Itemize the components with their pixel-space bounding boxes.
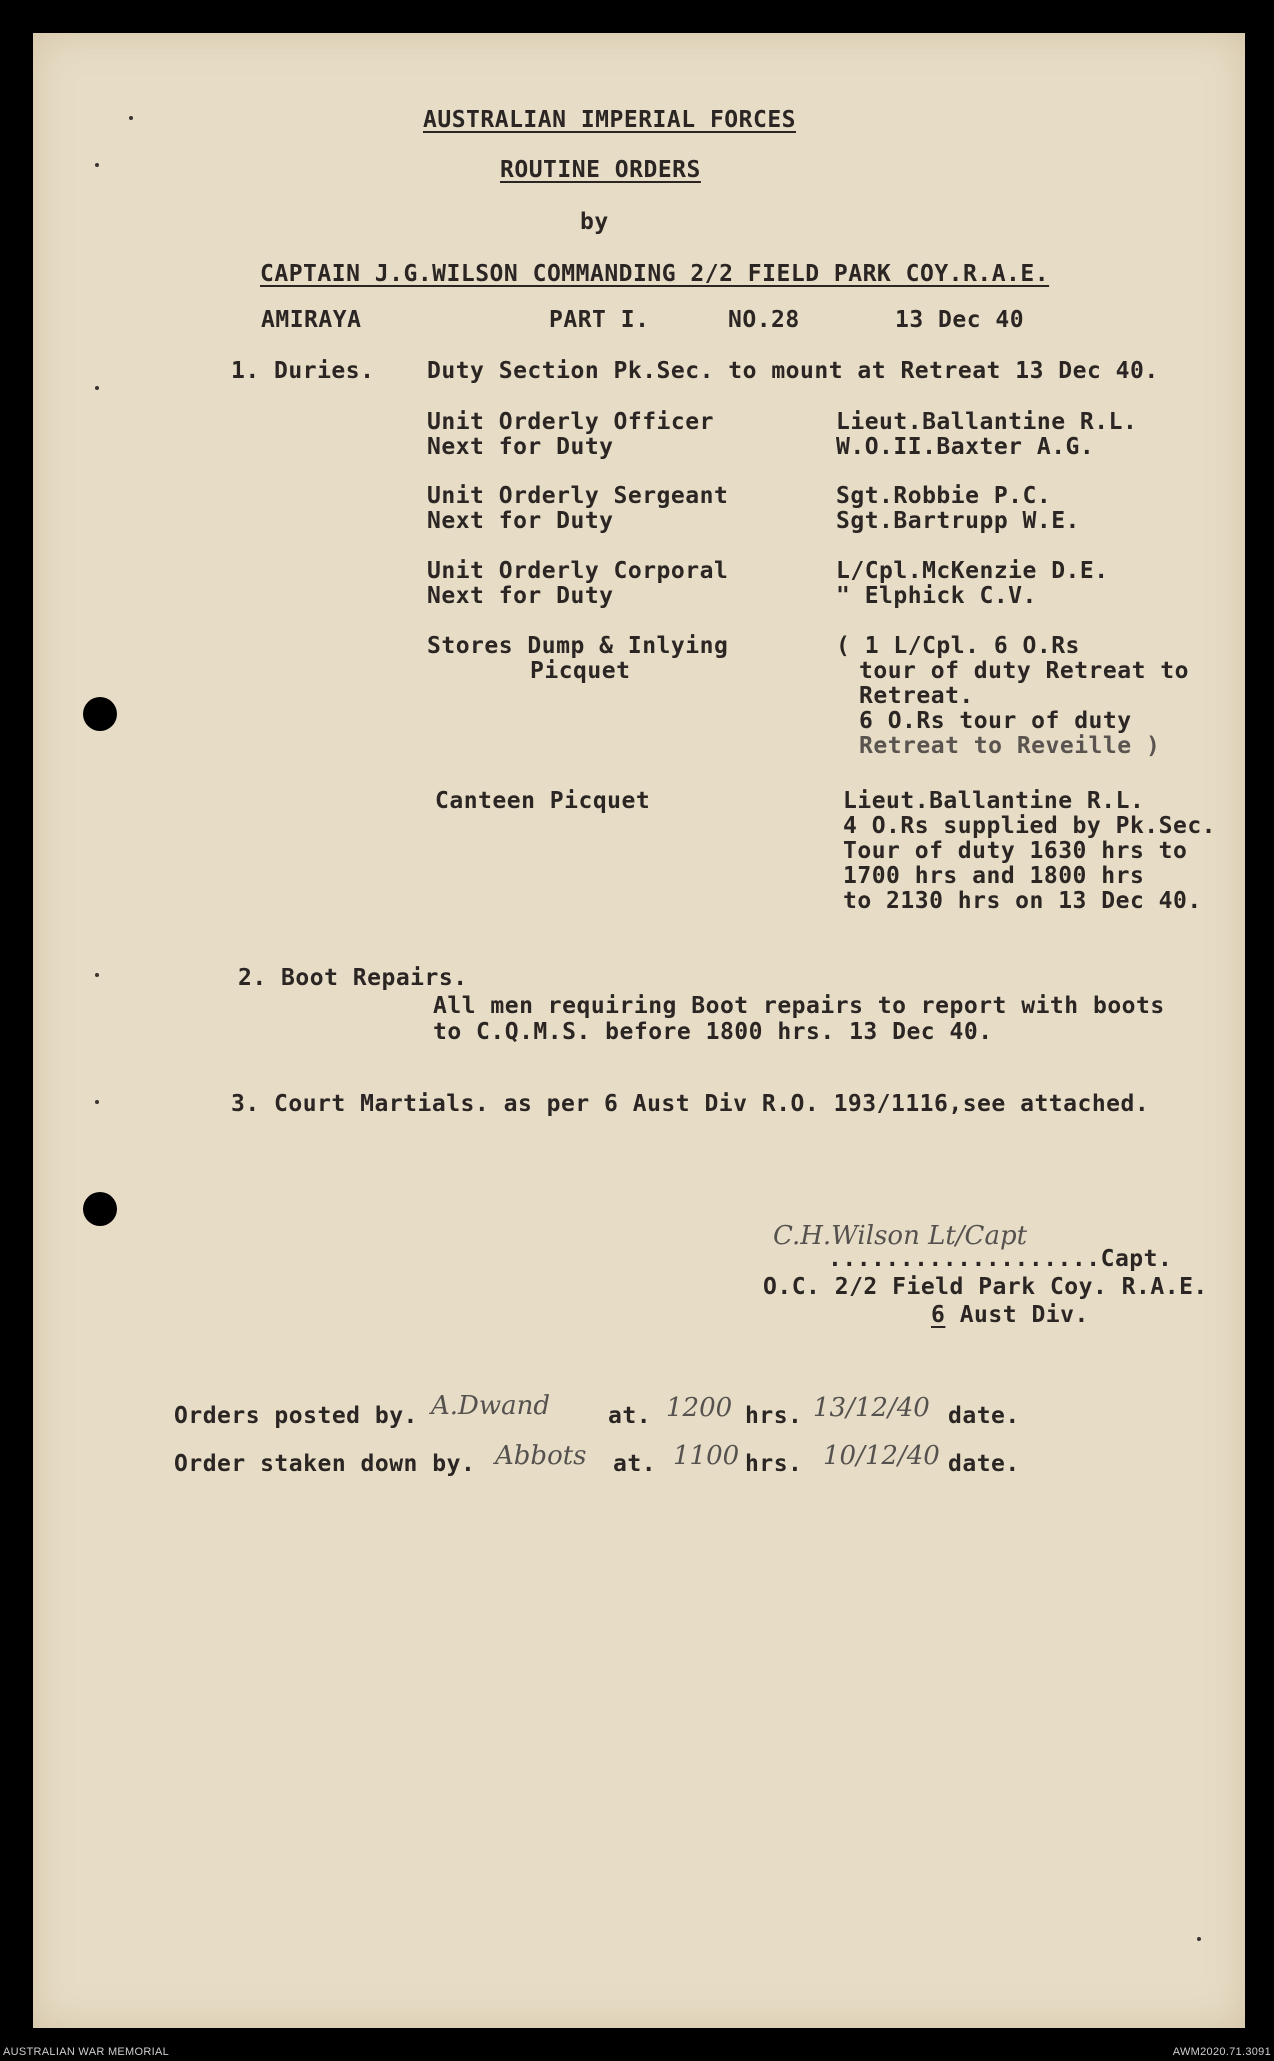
signature-line-div bbox=[931, 1304, 1089, 1327]
posted-hrs-label: hrs. bbox=[745, 1403, 803, 1429]
stores-picquet-line-3: Retreat. bbox=[859, 683, 974, 709]
orderly-sergeant-label: Unit Orderly Sergeant bbox=[427, 483, 729, 509]
stores-picquet-line-5: Retreat to Reveille ) bbox=[859, 733, 1161, 759]
taken-label: Order staken down by. bbox=[174, 1451, 476, 1477]
taken-time-handwritten: 1100 bbox=[673, 1441, 740, 1471]
stores-picquet-line-1: ( 1 L/Cpl. 6 O.Rs bbox=[836, 633, 1080, 659]
posted-at-label: at. bbox=[608, 1403, 652, 1429]
orderly-officer-next-name: W.O.II.Baxter A.G. bbox=[836, 434, 1095, 460]
posted-time-handwritten: 1200 bbox=[666, 1393, 733, 1423]
signature-line-capt: ...................Capt. bbox=[828, 1246, 1173, 1272]
paper-speck bbox=[95, 973, 99, 977]
signature-div-number: 6 bbox=[931, 1302, 946, 1328]
item3-text: 3. Court Martials. as per 6 Aust Div R.O. 193/1116,see attached. bbox=[231, 1091, 1150, 1117]
item2-line-1: All men requiring Boot repairs to report with boots bbox=[433, 993, 1165, 1019]
canteen-picquet-line-4: 1700 hrs and 1800 hrs bbox=[843, 863, 1145, 889]
orderly-officer-next-label: Next for Duty bbox=[427, 434, 614, 460]
stores-picquet-label-1: Stores Dump & Inlying bbox=[427, 633, 729, 659]
paper-speck bbox=[95, 386, 99, 390]
canteen-picquet-line-1: Lieut.Ballantine R.L. bbox=[843, 788, 1145, 814]
punch-hole-top bbox=[83, 697, 117, 731]
document-page bbox=[33, 33, 1245, 2028]
item2-line-2: to C.Q.M.S. before 1800 hrs. 13 Dec 40. bbox=[433, 1019, 993, 1045]
paper-speck bbox=[95, 1100, 99, 1104]
taken-date-label: date. bbox=[948, 1451, 1020, 1477]
item1-intro: Duty Section Pk.Sec. to mount at Retreat 13 Dec 40. bbox=[427, 358, 1159, 384]
handwritten-signature: C.H.Wilson Lt/Capt bbox=[773, 1221, 1028, 1251]
meta-part: PART I. bbox=[549, 307, 650, 333]
canteen-picquet-line-5: to 2130 hrs on 13 Dec 40. bbox=[843, 888, 1202, 914]
signature-div-name: Aust Div. bbox=[945, 1302, 1089, 1328]
meta-number: NO.28 bbox=[728, 307, 800, 333]
orderly-sergeant-next-label: Next for Duty bbox=[427, 508, 614, 534]
orderly-corporal-next-label: Next for Duty bbox=[427, 583, 614, 609]
meta-place: AMIRAYA bbox=[261, 307, 362, 333]
stores-picquet-line-4: 6 O.Rs tour of duty bbox=[859, 708, 1132, 734]
orderly-officer-label: Unit Orderly Officer bbox=[427, 409, 714, 435]
header-line-forces: AUSTRALIAN IMPERIAL FORCES bbox=[423, 107, 797, 133]
orderly-sergeant-name: Sgt.Robbie P.C. bbox=[836, 483, 1052, 509]
footer-accession: AWM2020.71.3091 bbox=[1172, 2046, 1271, 2058]
posted-date-handwritten: 13/12/40 bbox=[813, 1393, 930, 1423]
taken-by-handwritten: Abbots bbox=[495, 1441, 587, 1471]
stores-picquet-line-2: tour of duty Retreat to bbox=[859, 658, 1189, 684]
meta-date: 13 Dec 40 bbox=[895, 307, 1025, 333]
orderly-officer-name: Lieut.Ballantine R.L. bbox=[836, 409, 1138, 435]
taken-at-label: at. bbox=[613, 1451, 657, 1477]
footer-source: AUSTRALIAN WAR MEMORIAL bbox=[3, 2046, 170, 2058]
orderly-corporal-label: Unit Orderly Corporal bbox=[427, 558, 729, 584]
item1-heading: 1. Duries. bbox=[231, 358, 375, 384]
canteen-picquet-line-3: Tour of duty 1630 hrs to bbox=[843, 838, 1188, 864]
posted-by-handwritten: A.Dwand bbox=[431, 1391, 551, 1421]
signature-line-oc: O.C. 2/2 Field Park Coy. R.A.E. bbox=[763, 1274, 1208, 1300]
item2-heading: 2. Boot Repairs. bbox=[238, 965, 468, 991]
taken-date-handwritten: 10/12/40 bbox=[823, 1441, 940, 1471]
orderly-corporal-next-name: " Elphick C.V. bbox=[836, 583, 1037, 609]
header-line-by: by bbox=[580, 209, 609, 235]
punch-hole-bottom bbox=[83, 1192, 117, 1226]
taken-hrs-label: hrs. bbox=[745, 1451, 803, 1477]
header-line-routine-orders: ROUTINE ORDERS bbox=[500, 157, 701, 183]
canteen-picquet-line-2: 4 O.Rs supplied by Pk.Sec. bbox=[843, 813, 1217, 839]
paper-speck bbox=[1197, 1937, 1201, 1941]
posted-label: Orders posted by. bbox=[174, 1403, 418, 1429]
stores-picquet-label-2: Picquet bbox=[530, 658, 631, 684]
canteen-picquet-label: Canteen Picquet bbox=[435, 788, 651, 814]
header-line-captain: CAPTAIN J.G.WILSON COMMANDING 2/2 FIELD PARK COY.R.A.E. bbox=[260, 261, 1050, 287]
orderly-sergeant-next-name: Sgt.Bartrupp W.E. bbox=[836, 508, 1080, 534]
paper-speck bbox=[95, 163, 99, 167]
paper-speck bbox=[129, 116, 133, 120]
posted-date-label: date. bbox=[948, 1403, 1020, 1429]
orderly-corporal-name: L/Cpl.McKenzie D.E. bbox=[836, 558, 1109, 584]
